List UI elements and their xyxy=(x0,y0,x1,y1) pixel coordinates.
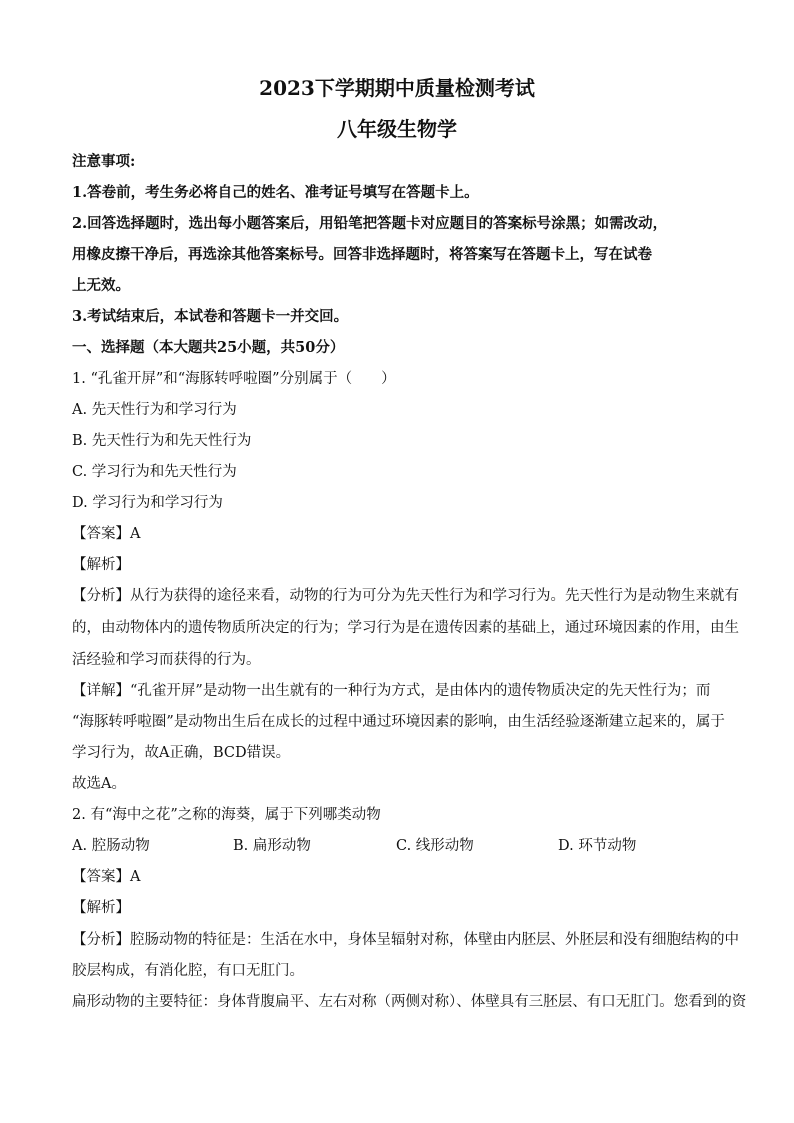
question-1-xiangjie-line-2: “海豚转呼啦圈”是动物出生后在成长的过程中通过环境因素的影响，由生活经验逐渐建立起来的，属于 xyxy=(72,714,725,730)
question-1-option-b: B. 先天性行为和先天性行为 xyxy=(72,433,252,449)
question-2-option-d: D. 环节动物 xyxy=(558,838,637,854)
question-2-answer: 【答案】A xyxy=(72,869,141,885)
notice-item-2-line-1: 2.回答选择题时，选出每小题答案后，用铅笔把答题卡对应题目的答案标号涂黑；如需改动， xyxy=(72,215,668,232)
question-1-fenxi-line-1: 【分析】从行为获得的途径来看，动物的行为可分为先天性行为和学习行为。先天性行为是动物生来就有 xyxy=(72,588,739,604)
question-1-answer: 【答案】A xyxy=(72,526,141,542)
question-1-fenxi-line-2: 的，由动物体内的遗传物质所决定的行为；学习行为是在遗传因素的基础上，通过环境因素的作用，由生 xyxy=(72,620,739,636)
question-1-option-c: C. 学习行为和先天性行为 xyxy=(72,464,237,480)
question-2-options-row xyxy=(72,836,732,856)
question-2-stem: 2. 有“海中之花”之称的海葵，属于下列哪类动物 xyxy=(72,807,381,823)
question-1-analysis-label: 【解析】 xyxy=(72,557,130,573)
question-2-option-b: B. 扁形动物 xyxy=(233,838,311,854)
question-1-option-d: D. 学习行为和学习行为 xyxy=(72,495,223,511)
question-1-stem: 1. “孔雀开屏”和“海豚转呼啦圈”分别属于（ ） xyxy=(72,371,396,387)
question-2-option-c: C. 线形动物 xyxy=(396,838,474,854)
question-1-option-a: A. 先天性行为和学习行为 xyxy=(72,402,237,418)
question-2-fenxi-line-2: 胶层构成，有消化腔，有口无肛门。 xyxy=(72,963,304,979)
exam-title: 2023下学期期中质量检测考试 xyxy=(259,76,535,100)
question-1-xiangjie-line-3: 学习行为，故A正确，BCD错误。 xyxy=(72,745,291,761)
exam-subtitle: 八年级生物学 xyxy=(337,117,457,141)
question-1-xiangjie-line-1: 【详解】“孔雀开屏”是动物一出生就有的一种行为方式，是由体内的遗传物质决定的先天性行为；而 xyxy=(72,683,711,699)
question-2-option-a: A. 腔肠动物 xyxy=(72,838,150,854)
notice-item-1: 1.答卷前，考生务必将自己的姓名、准考证号填写在答题卡上。 xyxy=(72,184,479,201)
notice-heading: 注意事项: xyxy=(72,153,136,170)
notice-item-2-line-2: 用橡皮擦干净后，再选涂其他答案标号。回答非选择题时，将答案写在答题卡上，写在试卷 xyxy=(72,246,652,263)
question-2-fenxi-line-3: 扁形动物的主要特征：身体背腹扁平、左右对称（两侧对称）、体壁具有三胚层、有口无肛门。您看到的资 xyxy=(72,994,747,1010)
question-1-conclusion: 故选A。 xyxy=(72,776,126,792)
question-1-fenxi-line-3: 活经验和学习而获得的行为。 xyxy=(72,652,261,668)
section-heading: 一、选择题（本大题共25小题，共50分） xyxy=(72,339,345,356)
question-2-fenxi-line-1: 【分析】腔肠动物的特征是：生活在水中，身体呈辐射对称，体壁由内胚层、外胚层和没有细胞结构的中 xyxy=(72,932,739,948)
notice-item-2-line-3: 上无效。 xyxy=(72,277,130,294)
question-2-analysis-label: 【解析】 xyxy=(72,900,130,916)
notice-item-3: 3.考试结束后，本试卷和答题卡一并交回。 xyxy=(72,308,349,325)
